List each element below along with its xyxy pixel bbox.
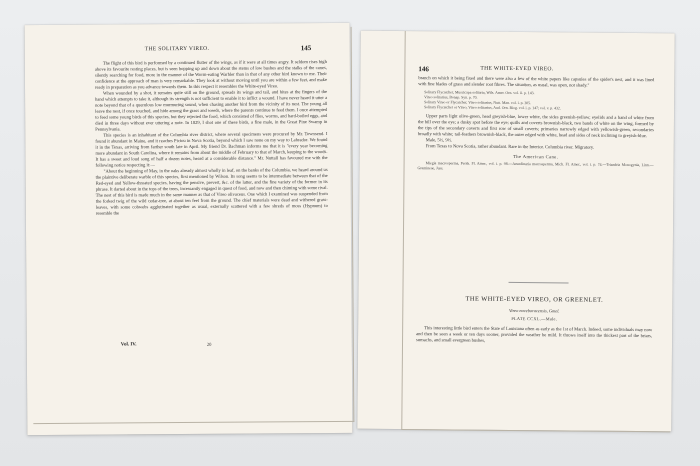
scientific-name: Vireo noveboracensis, Gmel. <box>509 307 560 314</box>
left-paragraph: This species is an inhabitant of the Columbia river district, where several specimens were procured by Mr. Townsend. I found it abundant in Maine, and it reaches Pictou in Nova Scotia, beyond which I saw none on my way to Labrador. We found it in the Texas, arriving from farther south late in April. My friend Dr. Bachman informs me that it is "every year becoming more abundant in South Carolina, where it remains from about the middle of February to that of March, keeping to the woods. It has a sweet and loud song of half a dozen notes, heard at a considerable distance." Mr. Nuttall has favoured me with the following notice respecting it:— <box>95 131 328 168</box>
right-body-upper <box>418 75 655 174</box>
right-running-head: THE WHITE-EYED VIREO. <box>480 65 554 73</box>
closing-paragraph: This interesting little bird enters the State of Louisiana often as early as the 1st of March. Indeed, some individuals may now and then be seen a week or ten days sooner, provided the weather be mild. It throws itself into the thickest part of the briars, sumachs, and small evergreen bushes, <box>416 325 653 343</box>
section-heading: The American Cane. <box>513 154 559 160</box>
species-range: From Texas to Nova Scotia, rather abundant. Rare in the Interior. Columbia river. Migratory. <box>425 143 595 151</box>
left-running-head: THE SOLITARY VIREO. <box>144 45 210 53</box>
right-page-number: 146 <box>418 65 429 74</box>
synonym-list <box>424 90 654 112</box>
synonym-entry: Solitary Flycatcher, Muscicapa solitaria, Wils. Amer. Orn. vol. ii. p. 143. <box>424 90 535 96</box>
left-paragraph: When wounded by a shot, it remains quite still on the ground, spreads its wings and tail, and bites at the fingers of the hand which attempts to take it, although its strength is not sufficient to enable it to inflict a wound. I have never heard it utter a note beyond that of a querulous low murmuring sound, when chasing another bird from the vicinity of its nest. The young all leave the nest, if once touched, and hide among the grass and weeds, where the parents continue to feed them. I once attempted to feed some young birds of this species, but they rejected the food, which consisted of flies, worms, and hard-boiled eggs, and died in three days without ever uttering a note. In 1829, I shot one of these birds, a fine male, in the Great Pine Swamp in Pennsylvania. <box>95 89 328 132</box>
right-body-lower <box>416 325 652 345</box>
synonym-entry: Solitary Vireo or Flycatcher, Vireo solitarius, Nutt. Man. vol. i. p. 305. <box>424 100 532 106</box>
left-page <box>25 23 353 435</box>
species-description: Upper parts light olive-green, head greyish-blue, lower white, the sides greenish-yellow; eyelids and a band of white from the bill over the eye; a dusky spot before the eye; quills and coverts brownish-black, two bands of white on the wing, formed by the tips of the secondary coverts and first row of small coverts; primaries narrowly edged with yellowish-green, secondaries broadly with white; tail-feathers brownish-black, the outer edged with white, head and sides of neck inclining to greyish-blue. <box>417 113 655 139</box>
synonym-entry: Solitary Flycatcher or Vireo, Vireo solitarius, Aud. Orn. Biog. vol. i. p. 147; vol. v. p. 432. <box>424 105 561 111</box>
left-page-number: 145 <box>300 44 312 53</box>
left-footer-volume: Vol. IV. <box>120 342 137 348</box>
left-body-text <box>95 59 328 217</box>
species-title: THE WHITE-EYED VIREO, OR GREENLET. <box>465 295 604 304</box>
species-measurement: Male, 5½, 9½. <box>425 137 453 143</box>
left-footer-signature: 20 <box>206 341 212 347</box>
right-page <box>357 31 674 432</box>
left-paragraph: The flight of this bird is performed by a continued flutter of the wings, as if it were at all times angry. It seldom rises high above its favourite resting places, but is seen hopping up and down about the stems of low bushes and the stalks of the canes, silently searching for food, more in the manner of the Worm-eating Warbler than in that of any other bird known to me. Their confidence at the approach of man is very remarkable. They look at without moving until you are within a few feet, and make ready in preparation as you advance towards them. In this respect it resembles the White-eyed Vireo. <box>94 59 327 90</box>
synonym-entry: Vireo solitarius, Bonap. Syn. p. 70. <box>424 95 478 100</box>
left-paragraph: "About the beginning of May, in the oaks already almost wholly in leaf, on the banks of the Columbia, we heard around us the plaintive deliberate warble of this species, first mentioned by Wilson. Its song seems to be intermediate between that of the Red-eyed and Yellow-throated species, having the pensive, prevert, &c. of the latter, and the fine variety of the former in its phrase. It darted about in the tops of the trees, incessantly engaged in quest of food, and now and then chiming with some rival. The nest of this bird is made much in the same manner as that of Vireo olivaceus. One which I examined was suspended from the forked twig of the wild cedar-tree, at about ten feet from the ground. The chief materials were dead and withered grass-leaves, with some cobwebs agglutinated together as usual, externally scattered with a few shreds of moss (Hypnum) to resemble the <box>95 167 328 216</box>
right-intro-text: branch on which it being fixed and there were also a few of the white papers like capsules of the spider's nest, and it was lined with fine blades of grass and slender root fibres. The situation, as usual, was open, not shady." <box>418 75 655 88</box>
plant-note: Miegia macrosperma, Persh. Fl. Amer., vol. i. p. 98.—Arundinaria macrosperma, Mich. Fl. Amer., vol. i. p. 74.—Triandria Monogynia, Linn.—Gramineae, Juss. <box>417 161 654 171</box>
plate-label: PLATE CCXL.—Male. <box>511 315 558 322</box>
